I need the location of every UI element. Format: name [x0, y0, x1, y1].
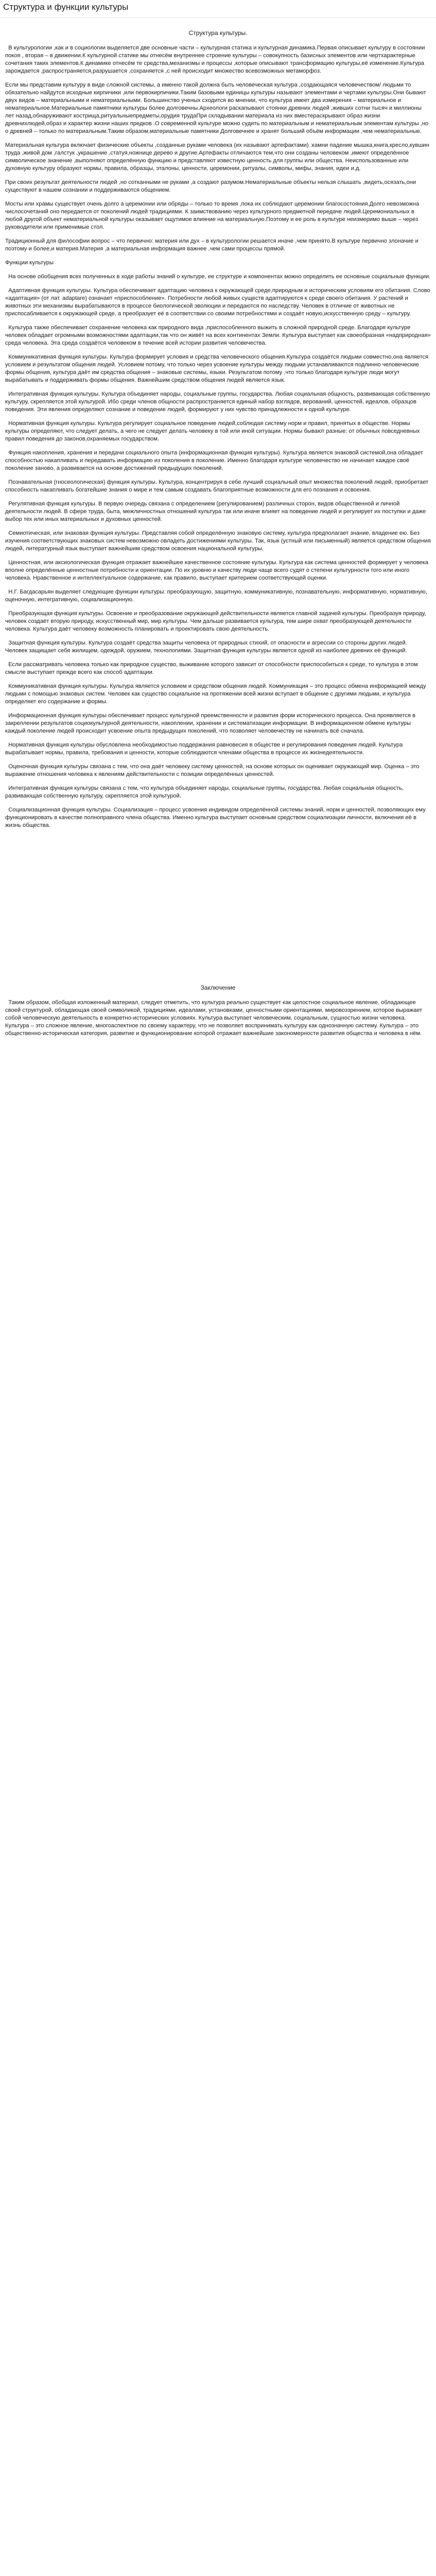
paragraph: Ценностная, или аксиологическая функция отражает важнейшее качественное состояние культуры. Культура как система ценностей формирует у человека вполне определённые ценностные потребности и ориентации. По их уровню и качеству люди чаще всего судят о степени культурности того или иного человека. Нравственное и интеллектуальное содержание, как правило, выступает критерием соответствующей оценки. [5, 560, 430, 581]
paragraph: Нормативная функция культуры. Культура регулирует социальное поведение людей,соблюдая систему норм и правил, принятых в обществе. Нормы культуры определяют, что следует делать, а чего не следует делать человеку в той или иной ситуации. Нормы бывают разные: от обычных повседневных правил поведения до законов,охраняемых государством. [5, 420, 422, 442]
page-title: Структура и функции культуры [0, 0, 436, 18]
paragraph: Семиотическая, или знаковая функция культуры. Представляя собой определённую знаковую систему, культура предполагает знание, владение ею. Без изучения соответствующих знаковых систем невозможно овладеть достижениями культуры. Так, язык (устный или письменный) является средством общения людей, литературный язык выступает важнейшим средством освоения национальной культуры. [5, 530, 432, 552]
paragraph: При своих результат деятельности людей ,но сотканными не руками ,а создают разумом.Нематериальные объекты нельзя слышать ,видеть,осязать,они существуют в нашем сознании и поддерживаются общением. [5, 179, 418, 193]
paragraph: Защитная функция культуры. Культура создаёт средства защиты человека от природных стихий, от опасности и агрессии со стороны других людей. Человек защищает себя жилищем, одеждой, оружием, технологиями. Защитная функция культуры является одной из наиболее древних её функций. [5, 640, 409, 654]
paragraph: Интегративная функция культуры связана с тем, что культура объединяет народы, социальные группы, государства. Любая социальная общность, развивающая собственную культуру, скрепляется этой культурой. [5, 785, 406, 799]
conclusion-heading: Заключение [200, 984, 236, 991]
paragraph: Коммуникативная функция культуры. Культура формирует условия и средства человеческого общения.Культура создаётся людьми совместно,она является условием и результатом общения людей. Условием потому, что только через усвоение культуры между людьми устанавливаются подлинно человеческие формы общения, культура даёт им средства общения – знаковые системы, языки. Результатом потому ,что только благодаря культуре люди могут вырабатывать и поддерживать формы общения. Важнейшим средством общения людей является язык. [5, 354, 430, 383]
paragraph: Адаптивная функция культуры. Культура обеспечивает адаптацию человека к окружающей среде,природным и историческим условиям его обитания. Слово «адаптация» (от лат. adaptare) означает «приспособление». Потребности любой живых существ адаптируются к среде своего обитания. У растений и животных эти механизмы вырабатываются в процессе биологической эволюции и передаются по наследству. Человек в отличие от животных не приспосабливается к окружающей среде, а преобразует её в соответствии со своими потребностями и создаёт новую,искусственную среду – культуру. [5, 287, 432, 317]
paragraph: Н.Г. Багдасарьян выделяет следующие функции культуры: преобразующую, защитную, коммуникативную, познавательную, информативную, нормативную, оценочную, интегративную, социализационную. [5, 589, 429, 603]
paragraph: Таким образом, обобщая изложенный материал, следует отметить, что культура реально существует как целостное социальное явление, обладающее своей структурой, обладающая своей символикой, традициями, идеалами, установками, ценностными ориентациями, мировоззрением, которое выражает собой человеческую деятельность в конкретно-исторических условиях. Культура выступает человеческим, социальным, сущностью жизни человека. Культура – это сложное явление, многоаспектное по своему характеру, что не позволяет воспринимать культуру как однозначную систему. Культура – это общественно-историческая категория, развитие и функционирование которой отражает важнейшие закономерности развития общества и человека в нём. [5, 999, 424, 1037]
paragraph: Преобразующая функция культуры. Освоение и преобразование окружающей действительности является главной задачей культуры. Преобразуя природу, человек создаёт вторую природу, искусственный мир, мир культуры. Чем дальше развивается культура, тем шире охват преобразующей деятельности человека. Культура даёт человеку возможность планировать и проектировать свою деятельность. [5, 611, 428, 632]
paragraph: Культура также обеспечивает сохранение человека как природного вида ,приспособленного выжить в сложной природной среде. Благодаря культуре человек обладает огромными возможностями адаптации,так что он живёт на всех континентах Земли. Культура выступает как своеобразная «надприродная» среда человека. Эта среда создаётся человеком в течение всей истории развития человечества. [5, 325, 432, 346]
document-body [0, 18, 436, 1038]
paragraph: Интегративная функция культуры. Культура объединяет народы, социальные группы, государства. Любая социальная общность, развивающая собственную культуру, скрепляется этой культурой. Ибо среди членов общности распространяется единый набор взглядов, верований, ценностей, идеалов, образцов поведения. Эти явления определяют сознание и поведение людей, формируют у них чувство принадлежности к одной культуре. [5, 391, 432, 413]
paragraph: Материальная культура включает физические объекты ,созданные руками человека (их называют артефактами) :камни падение мышка,книга,кресло,кувшин труда ,живой дом ,галстук ,украшение ,статуя,ножнице дерево и другие.Артефакты отличаются тем,что они созданы человеком ,имеют определённое символическое значение ,выполняют определённую функцию и представляют известную ценность для группы или общества. Неиспользованные или духовную культуру образуют нормы, правила, образцы, эталоны, ценности, церемонии, ритуалы, символы, мифы, знания, идеи и.д. [5, 142, 431, 172]
paragraph: Функция накопления, хранения и передачи социального опыта (информационная функция культуры). Культура является знаковой системой,она обладает способностью накапливать и передавать информацию из поколения в поколение. Именно благодаря культуре человечество не начинает каждое своё поколение заново, а развивается на основе достижений предыдущих поколений. [5, 450, 425, 471]
paragraph: Социализационная функция культуры. Социализация – процесс усвоения индивидом определённой системы знаний, норм и ценностей, позволяющих ему функционировать в качестве полноправного члена общества. Именно культура выступает основным средством социализации личности, включения её в жизнь общества. [5, 807, 427, 828]
paragraph: Если рассматривать человека только как природное существо, выживание которого зависит от способности приспособиться к среде, то культура в этом смысле выступает прежде всего как способ адаптации. [5, 662, 420, 675]
functions-section [5, 273, 431, 829]
paragraph: Традиционный для философии вопрос – что первично: материя или дух – в культурологии решается иначе ,чем принято.В культуре первично злоначие и поэтому и более,и материя.Материя ,а материальная информация важнее ,чем сами процессы прямой. [5, 238, 420, 252]
paragraph: Мосты или храмы существует очень долго а церемонии или обряды – только то время ,пока их соблюдают церемонии благосостояния.Долго невозможна числосочетаний оно передается от поколений людей традициями. К заимствованию через культурного предметной передаче людей.Церемониальных в любой другой объект нематериальной культуры оказывает ощутимое влияние на материальную.Поэтому и ее роль в культуре неизмеримо выше – через руководители или применимые стол. [5, 201, 421, 230]
paragraph: Познавательная (гносеологическая) функция культуры. Культура, концентрируя в себе лучший социальный опыт множества поколений людей, приобретает способность накапливать богатейшие знания о мире и тем самым создавать благоприятные возможности для его познания и освоения. [5, 479, 430, 493]
section-heading: Структура культуры. [188, 29, 248, 37]
paragraph: Информационная функция культуры обеспечивает процесс культурной преемственности и развития форм исторического процесса. Она проявляется в закреплении результатов социокультурной деятельности, накоплении, хранении и систематизации информации. В информационном обмене культуры каждый поколение людей происходит усвоение опыта предыдущих поколений, что позволяет человечеству не начинать всё сначала. [5, 713, 417, 734]
conclusion-section [5, 999, 431, 1038]
intro-section [5, 44, 431, 267]
paragraph: Если мы представим культуру в виде сложной системы, а именно такой должна быть человеческая культура ,создающаяся человечеством/ людьми то обязательно найдутся исходные кирпичики ,или первокирпичики.Таким базовыми единицы культуры называют элементами и чертами культуры.Они бывают двух видов – материальными и нематериальными. Большинство ученых сходится во мнении, что культура имеет два измерения – материальное и нематериальное.Материальные памятники культуры более долговечны.Археологи раскапывают стоянки древних людей ,живших сотни тысяч и миллионы лет назад,обнаруживают кострища,ритуальныепредметы,орудия трудаПри складывании материала из них вместераскрывают образ жизни древнихлюдей,образ и характер жизни наших предков .О современной культуре можно судить по материальным и нематериальным элементам культуры ,но о древней – только по материальным.Таким образом,материальные памятники Долговечнее и хранят больший объём информации ,чем нематериальные. [5, 82, 430, 134]
paragraph: Нормативная функция культуры обусловлена необходимостью поддержания равновесия в обществе и регулирования поведения людей. Культура вырабатывает нормы, правила, требования и ценности, которые соблюдаются членами общества в процессе их жизнедеятельности. [5, 742, 405, 756]
paragraph: Коммуникативная функция культуры. Культура является условием и средством общения людей. Коммуникация – это процесс обмена информацией между людьми с помощью знаковых систем. Человек как существо социальное на протяжении всей жизни вступает в общение с другими людьми, и культура определяет его содержание и формы. [5, 683, 428, 705]
paragraph: На основе обобщения всех полученных в ходе работы знаний о культуре, ее структуре и компонентах можно определить ее основные социальные функции. [5, 274, 431, 280]
paragraph: В культурологии ,как и в социологии выделяется две основные части – культурная статика и культурная динамика.Первая описывает культуру в состоянии покоя , вторая – в движении.К культурной статике мы отнесём внутреннее строение культуры – совокупность базисных элементов или чертхарактерные сочетания таких элементов.К динамике отнесём те средства,механизмы и процессы ,которые описывают трансформацию культуры,её изменение.Культура зарождается ,распространяется,разрушается ,сохраняется ,с ней происходит множество всевозможных метаморфоз. [5, 45, 427, 74]
paragraph: Оценочная функция культуры связана с тем, что она даёт человеку систему ценностей, на основе которых он оценивает окружающий мир. Оценка – это выражение отношения человека к явлениям действительности с позиции определённых ценностей. [5, 764, 421, 777]
paragraph: Регулятивная функция культуры. В первую очередь связана с определением (регулированием) различных сторон, видов общественной и личной деятельности людей. В сфере труда, быта, межличностных отношений культура так или иначе влияет на поведение людей и регулирует их поступки и даже выбор тех или иных материальных и духовных ценностей. [5, 501, 428, 522]
paragraph: Функции культуры [5, 260, 54, 266]
